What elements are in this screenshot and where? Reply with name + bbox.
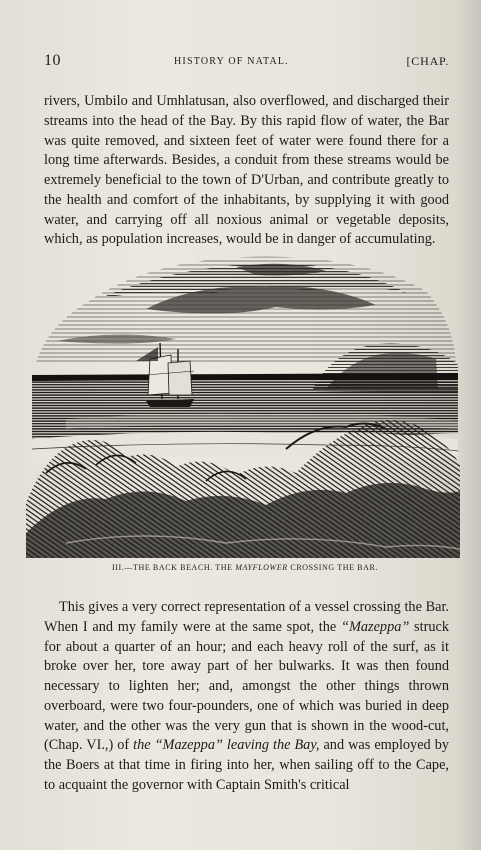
- paragraph-bottom-text-2: struck for about a quarter of an hour; and each heavy roll of the surf, as it broke over her, tore away part of her bulwarks. It was then found necessary to lighten her; and, amongst the other things thrown overboard, were two four-pounders, one of which was buried in deep water, and the other was the very gun that is shown in the wood-cut, (Chap. VI.,) of: [44, 619, 449, 754]
- paragraph-bottom-text-1: This gives a very correct representation of a vessel crossing the Bar. When I and my family were at the same spot, the: [44, 599, 449, 635]
- woodcut-illustration: [26, 243, 460, 558]
- paragraph-bottom: [44, 598, 449, 795]
- ship-name-mazeppa: “Mazeppa”: [341, 619, 410, 635]
- caption-prefix: III.—THE BACK BEACH. THE: [111, 563, 236, 572]
- chapter-reference: the “Mazeppa” leaving the Bay,: [133, 737, 320, 754]
- illustration-caption: [40, 563, 450, 572]
- page-header: [44, 52, 449, 76]
- paragraph-bottom-text-3: and was employed by the Boers at that time in firing into her, when sailing off to the Cape, to acquaint the governor with Captain Smith's critical: [44, 737, 449, 793]
- caption-ship-name: MAYFLOWER: [235, 563, 288, 572]
- page-number: 10: [44, 52, 61, 69]
- caption-suffix: CROSSING THE BAR.: [287, 563, 379, 572]
- running-title: HISTORY OF NATAL.: [174, 56, 289, 67]
- paragraph-top: rivers, Umbilo and Umhlatusan, also overflowed, and discharged their streams into the head of the Bay. By this rapid flow of water, the Bar was quite removed, and sixteen feet of water were found there for a long time afterwards. Besides, a conduit from these streams would be extremely beneficial to the town of D'Urban, and contribute greatly to the health and comfort of the inhabitants, by supplying it with good water, and carrying off all noxious animal or vegetable deposits, which, as population increases, would be in danger of accumulating.: [44, 93, 449, 248]
- chapter-mark: [CHAP.: [406, 54, 449, 68]
